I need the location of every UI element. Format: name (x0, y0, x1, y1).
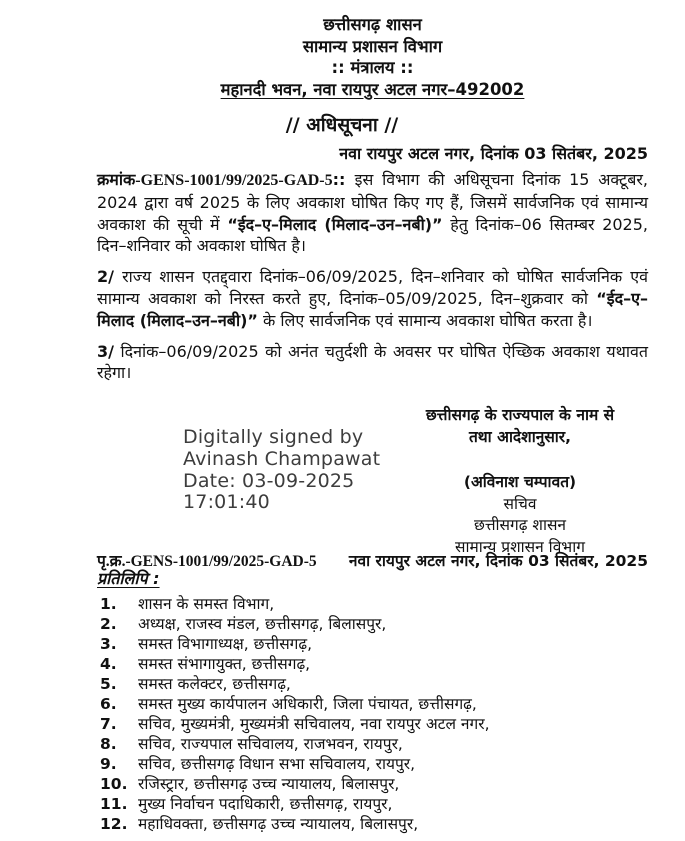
list-item (97, 594, 657, 614)
letterhead-department: सामान्य प्रशासन विभाग (302, 36, 443, 56)
letterhead-address: महानदी भवन, नवा रायपुर अटल नगर–492002 (220, 79, 525, 99)
list-item-text: अध्यक्ष, राजस्व मंडल, छत्तीसगढ़, बिलासपुर, (138, 615, 387, 633)
list-item (97, 654, 657, 674)
list-item-number: 8. (100, 735, 117, 753)
list-item-text: सचिव, छत्तीसगढ़ विधान सभा सचिवालय, रायपुर, (138, 755, 416, 773)
paragraph-2-text-a: राज्य शासन एतद्द्वारा दिनांक–06/09/2025, दिन–शनिवार को घोषित सार्वजनिक एवं सामान्य अवकाश को निरस्त करते हुए, दिनांक–05/09/2025, दिन–शुक्रवार को (97, 267, 648, 308)
digital-signature-stamp (183, 427, 413, 514)
list-item (97, 754, 657, 774)
paragraph-3-number: 3/ (97, 341, 114, 361)
signer-role: सचिव (503, 494, 537, 513)
place-date-line: नवा रायपुर अटल नगर, दिनांक 03 सितंबर, 2025 (339, 144, 648, 163)
list-item-number: 3. (100, 635, 117, 653)
page-title: // अधिसूचना // (285, 114, 399, 136)
digital-signature-line-1: Digitally signed by (183, 426, 364, 448)
list-item-text: रजिस्ट्रार, छत्तीसगढ़ उच्च न्यायालय, बिलासपुर, (138, 775, 400, 793)
paragraph-1-holiday-name: “ईद–ए–मिलाद (मिलाद–उन–नबी)” (227, 214, 443, 234)
list-item-text: समस्त विभागाध्यक्ष, छत्तीसगढ़, (138, 635, 313, 653)
digital-signature-line-2: Avinash Champawat (183, 447, 381, 470)
paragraph-1 (97, 169, 648, 257)
list-item (97, 814, 657, 834)
letterhead-government: छत्तीसगढ़ शासन (323, 15, 422, 34)
paragraph-1-text-b: हेतु दिनांक–06 सितम्बर 2025, दिन–शनिवार को अवकाश घोषित है। (97, 214, 649, 256)
list-item-number: 4. (100, 655, 117, 673)
list-item-text: समस्त मुख्य कार्यपालन अधिकारी, जिला पंचायत, छत्तीसगढ़, (138, 695, 477, 713)
signature-authority-line-1: छत्तीसगढ़ के राज्यपाल के नाम से (425, 406, 615, 424)
list-item-text: सचिव, मुख्यमंत्री, मुख्यमंत्री सचिवालय, नवा रायपुर अटल नगर, (138, 715, 490, 733)
list-item (97, 634, 657, 654)
digital-signature-line-3: Date: 03-09-2025 (183, 469, 355, 492)
list-item (97, 674, 657, 694)
list-item (97, 694, 657, 714)
list-item-text: महाधिवक्ता, छत्तीसगढ़ उच्च न्यायालय, बिलासपुर, (138, 815, 419, 833)
paragraph-3-text: दिनांक–06/09/2025 को अनंत चतुर्दशी के अवसर पर घोषित ऐच्छिक अवकाश यथावत रहेगा। (97, 341, 648, 383)
endorsement-line (97, 549, 648, 571)
copies-label: प्रतिलिपि : (97, 569, 160, 588)
list-item-number: 5. (100, 675, 117, 693)
paragraph-2 (97, 266, 648, 331)
list-item-number: 6. (100, 695, 117, 713)
list-item-number: 10. (100, 775, 128, 793)
signer-organization: छत्तीसगढ़ शासन (473, 516, 567, 534)
paragraph-2-text-b: के लिए सार्वजनिक एवं सामान्य अवकाश घोषित करता है। (257, 310, 593, 330)
list-item-text: शासन के समस्त विभाग, (138, 595, 275, 613)
list-item-number: 12. (100, 815, 128, 833)
endorsement-place-date: नवा रायपुर अटल नगर, दिनांक 03 सितंबर, 2025 (348, 552, 648, 570)
signer-department: सामान्य प्रशासन विभाग (455, 537, 585, 556)
list-item (97, 714, 657, 734)
paragraph-1-text-a: इस विभाग की अधिसूचना दिनांक 15 अक्टूबर, 2024 द्वारा वर्ष 2025 के लिए अवकाश घोषित किए गए हैं, जिसमें सार्वजनिक एवं सामान्य अवकाश की सूची में (97, 170, 648, 234)
paragraph-2-holiday-name: “ईद–ए–मिलाद (मिलाद–उन–नबी)” (97, 288, 648, 330)
list-item (97, 794, 657, 814)
list-item (97, 614, 657, 634)
list-item-text: समस्त संभागायुक्त, छत्तीसगढ़, (138, 655, 311, 673)
list-item-text: समस्त कलेक्टर, छत्तीसगढ़, (138, 675, 291, 693)
list-item-text: सचिव, राज्यपाल सचिवालय, राजभवन, रायपुर, (138, 735, 403, 753)
paragraph-3 (97, 341, 648, 385)
list-item (97, 734, 657, 754)
signature-authority-line-2: तथा आदेशानुसार, (468, 427, 572, 446)
letterhead-ministry: :: मंत्रालय :: (331, 58, 414, 77)
list-item-number: 11. (100, 795, 128, 813)
copies-list (97, 594, 657, 834)
list-item-number: 1. (100, 595, 117, 613)
reference-separator: :: (332, 170, 355, 189)
list-item-number: 9. (100, 755, 117, 773)
document-body (97, 169, 648, 393)
paragraph-2-number: 2/ (97, 267, 114, 287)
endorsement-number: पृ.क्र.-GENS-1001/99/2025-GAD-5 (97, 553, 317, 570)
letterhead (97, 14, 648, 100)
signer-name: (अविनाश चम्पावत) (463, 473, 577, 491)
signature-block (400, 405, 640, 558)
list-item (97, 774, 657, 794)
digital-signature-line-4: 17:01:40 (183, 491, 270, 514)
list-item-number: 2. (100, 615, 117, 633)
list-item-text: मुख्य निर्वाचन पदाधिकारी, छत्तीसगढ़, रायपुर, (138, 795, 393, 813)
reference-number: -GENS-1001/99/2025-GAD-5 (135, 172, 333, 189)
reference-label: क्रमांक (97, 170, 136, 189)
list-item-number: 7. (100, 715, 117, 733)
